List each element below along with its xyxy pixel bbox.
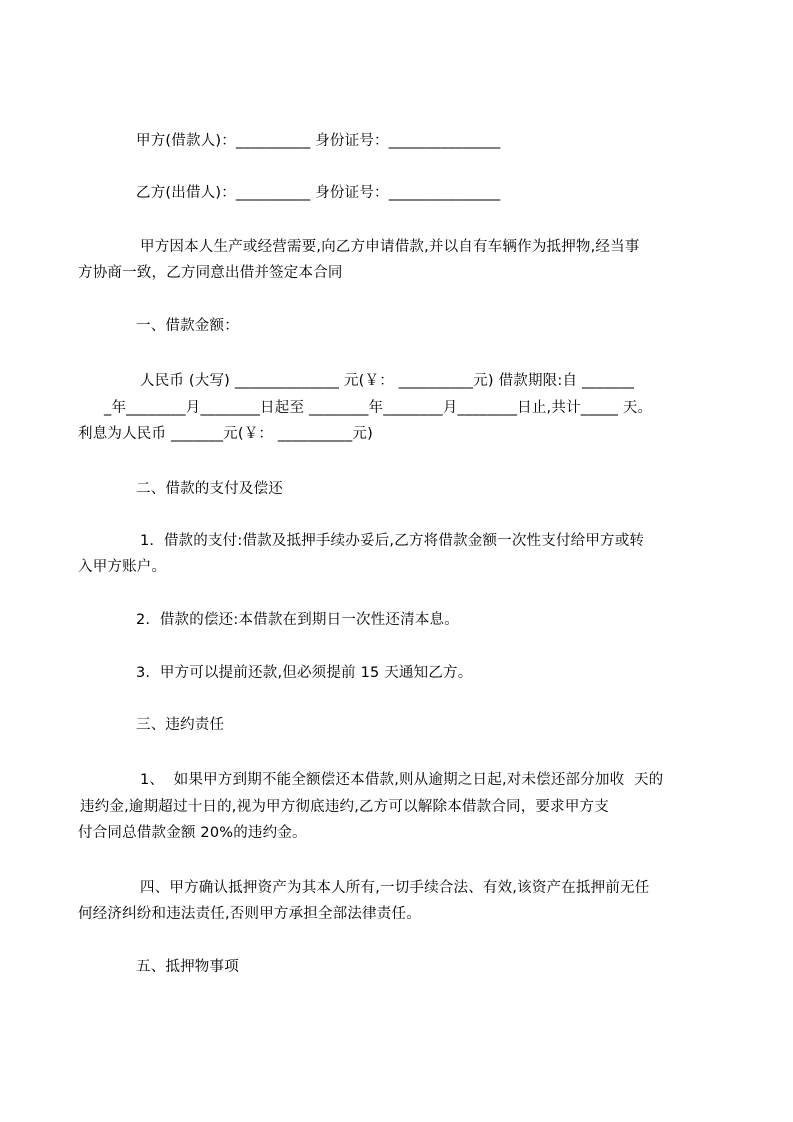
section5-title: 五、抵押物事项 (136, 959, 239, 975)
section2-item-1-line-2: 入甲方账户。 (78, 559, 167, 575)
section3-line-1: 1、 如果甲方到期不能全额偿还本借款,则从逾期之日起,对未偿还部分加收 天的 (140, 772, 664, 788)
intro-line-2: 方协商一致，乙方同意出借并签定本合同 (78, 265, 343, 281)
party-a-line: 甲方(借款人)：__________ 身份证号：_______________ (136, 133, 501, 149)
section2-item-3: 3. 甲方可以提前还款,但必须提前 15 天通知乙方。 (136, 665, 473, 681)
section3-line-3: 付合同总借款金额 20%的违约金。 (78, 825, 307, 841)
section3-title: 三、违约责任 (136, 717, 225, 733)
party-b-line: 乙方(出借人)：__________ 身份证号：_______________ (136, 185, 501, 201)
section1-line-1: 人民币 (大写) ______________ 元(￥： __________元) 借款期限:自 _______ (140, 373, 635, 389)
section1-title: 一、借款金额： (136, 318, 239, 334)
section4-line-1: 四、甲方确认抵押资产为其本人所有,一切手续合法、有效,该资产在抵押前无任 (140, 880, 650, 896)
section2-title: 二、借款的支付及偿还 (136, 481, 283, 497)
section2-item-2: 2. 借款的偿还:本借款在到期日一次性还清本息。 (136, 612, 459, 628)
section3-line-2: 违约金,逾期超过十日的,视为甲方彻底违约,乙方可以解除本借款合同，要求甲方支 (80, 799, 609, 815)
section4-line-2: 何经济纠纷和违法责任,否则甲方承担全部法律责任。 (78, 906, 421, 922)
section1-line-2: _年________月________日起至 ________年________月________日止,共计_____ 天。 (104, 400, 653, 416)
intro-line-1: 甲方因本人生产或经营需要,向乙方申请借款,并以自有车辆作为抵押物,经当事 (140, 239, 640, 255)
section1-line-3: 利息为人民币 _______元(￥： __________元) (78, 426, 373, 442)
section2-item-1-line-1: 1. 借款的支付:借款及抵押手续办妥后,乙方将借款金额一次性支付给甲方或转 (140, 533, 645, 549)
